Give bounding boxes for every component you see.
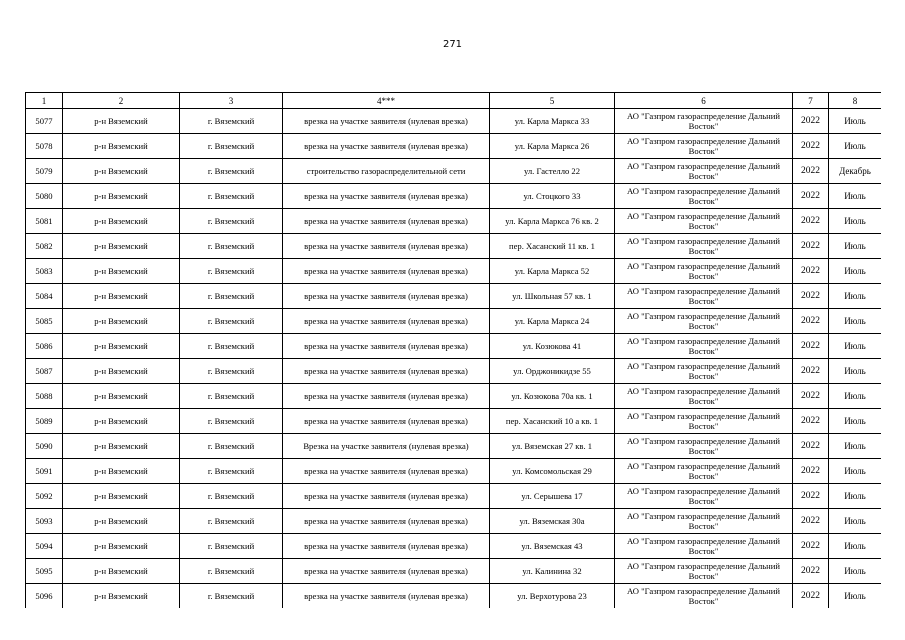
organization-cell: АО "Газпром газораспределение Дальний Восток" — [615, 109, 793, 134]
month-cell: Июль — [829, 209, 882, 234]
table-row — [26, 234, 882, 259]
organization-cell: АО "Газпром газораспределение Дальний Восток" — [615, 159, 793, 184]
organization-cell: АО "Газпром газораспределение Дальний Восток" — [615, 234, 793, 259]
row-number-cell: 5090 — [26, 434, 63, 459]
table-row — [26, 209, 882, 234]
organization-cell: АО "Газпром газораспределение Дальний Восток" — [615, 209, 793, 234]
address-cell: ул. Козюкова 41 — [490, 334, 615, 359]
month-cell: Июль — [829, 484, 882, 509]
year-cell: 2022 — [793, 234, 829, 259]
work-type-cell: врезка на участке заявителя (нулевая врезка) — [283, 459, 490, 484]
city-cell: г. Вяземский — [180, 559, 283, 584]
year-cell: 2022 — [793, 259, 829, 284]
district-cell: р-н Вяземский — [63, 559, 180, 584]
data-table — [25, 92, 881, 608]
organization-cell: АО "Газпром газораспределение Дальний Восток" — [615, 559, 793, 584]
address-cell: ул. Вяземская 30а — [490, 509, 615, 534]
year-cell: 2022 — [793, 209, 829, 234]
city-cell: г. Вяземский — [180, 259, 283, 284]
month-cell: Июль — [829, 359, 882, 384]
header-cell: 1 — [26, 93, 63, 109]
city-cell: г. Вяземский — [180, 409, 283, 434]
table-row — [26, 284, 882, 309]
row-number-cell: 5086 — [26, 334, 63, 359]
work-type-cell: врезка на участке заявителя (нулевая врезка) — [283, 259, 490, 284]
city-cell: г. Вяземский — [180, 159, 283, 184]
row-number-cell: 5085 — [26, 309, 63, 334]
month-cell: Июль — [829, 459, 882, 484]
district-cell: р-н Вяземский — [63, 359, 180, 384]
district-cell: р-н Вяземский — [63, 134, 180, 159]
district-cell: р-н Вяземский — [63, 384, 180, 409]
row-number-cell: 5091 — [26, 459, 63, 484]
district-cell: р-н Вяземский — [63, 534, 180, 559]
address-cell: ул. Карла Маркса 24 — [490, 309, 615, 334]
month-cell: Июль — [829, 284, 882, 309]
table-row — [26, 409, 882, 434]
row-number-cell: 5094 — [26, 534, 63, 559]
header-cell: 3 — [180, 93, 283, 109]
city-cell: г. Вяземский — [180, 209, 283, 234]
header-cell: 7 — [793, 93, 829, 109]
district-cell: р-н Вяземский — [63, 284, 180, 309]
address-cell: ул. Стоцкого 33 — [490, 184, 615, 209]
organization-cell: АО "Газпром газораспределение Дальний Восток" — [615, 334, 793, 359]
month-cell: Июль — [829, 409, 882, 434]
city-cell: г. Вяземский — [180, 534, 283, 559]
table-row — [26, 534, 882, 559]
organization-cell: АО "Газпром газораспределение Дальний Восток" — [615, 484, 793, 509]
year-cell: 2022 — [793, 359, 829, 384]
month-cell: Июль — [829, 434, 882, 459]
address-cell: ул. Козюкова 70а кв. 1 — [490, 384, 615, 409]
header-row — [26, 93, 882, 109]
work-type-cell: Врезка на участке заявителя (нулевая врезка) — [283, 434, 490, 459]
work-type-cell: врезка на участке заявителя (нулевая врезка) — [283, 484, 490, 509]
year-cell: 2022 — [793, 134, 829, 159]
district-cell: р-н Вяземский — [63, 459, 180, 484]
work-type-cell: врезка на участке заявителя (нулевая врезка) — [283, 534, 490, 559]
city-cell: г. Вяземский — [180, 584, 283, 609]
work-type-cell: врезка на участке заявителя (нулевая врезка) — [283, 309, 490, 334]
year-cell: 2022 — [793, 484, 829, 509]
city-cell: г. Вяземский — [180, 284, 283, 309]
district-cell: р-н Вяземский — [63, 334, 180, 359]
month-cell: Июль — [829, 584, 882, 609]
year-cell: 2022 — [793, 409, 829, 434]
district-cell: р-н Вяземский — [63, 434, 180, 459]
month-cell: Июль — [829, 384, 882, 409]
address-cell: пер. Хасанский 11 кв. 1 — [490, 234, 615, 259]
month-cell: Июль — [829, 259, 882, 284]
table-row — [26, 384, 882, 409]
work-type-cell: врезка на участке заявителя (нулевая врезка) — [283, 184, 490, 209]
city-cell: г. Вяземский — [180, 109, 283, 134]
row-number-cell: 5087 — [26, 359, 63, 384]
address-cell: ул. Орджоникидзе 55 — [490, 359, 615, 384]
month-cell: Июль — [829, 309, 882, 334]
month-cell: Июль — [829, 184, 882, 209]
address-cell: ул. Карла Маркса 76 кв. 2 — [490, 209, 615, 234]
table-row — [26, 584, 882, 609]
row-number-cell: 5081 — [26, 209, 63, 234]
address-cell: ул. Вяземская 43 — [490, 534, 615, 559]
table-body — [26, 93, 882, 609]
header-cell: 4*** — [283, 93, 490, 109]
year-cell: 2022 — [793, 384, 829, 409]
row-number-cell: 5077 — [26, 109, 63, 134]
address-cell: ул. Вяземская 27 кв. 1 — [490, 434, 615, 459]
header-cell: 2 — [63, 93, 180, 109]
work-type-cell: строительство газораспределительной сети — [283, 159, 490, 184]
month-cell: Июль — [829, 109, 882, 134]
city-cell: г. Вяземский — [180, 359, 283, 384]
organization-cell: АО "Газпром газораспределение Дальний Восток" — [615, 534, 793, 559]
organization-cell: АО "Газпром газораспределение Дальний Восток" — [615, 184, 793, 209]
address-cell: ул. Верхотурова 23 — [490, 584, 615, 609]
address-cell: ул. Комсомольская 29 — [490, 459, 615, 484]
city-cell: г. Вяземский — [180, 459, 283, 484]
table-row — [26, 484, 882, 509]
year-cell: 2022 — [793, 334, 829, 359]
district-cell: р-н Вяземский — [63, 209, 180, 234]
work-type-cell: врезка на участке заявителя (нулевая врезка) — [283, 359, 490, 384]
organization-cell: АО "Газпром газораспределение Дальний Восток" — [615, 409, 793, 434]
work-type-cell: врезка на участке заявителя (нулевая врезка) — [283, 584, 490, 609]
row-number-cell: 5084 — [26, 284, 63, 309]
table-row — [26, 109, 882, 134]
district-cell: р-н Вяземский — [63, 484, 180, 509]
row-number-cell: 5088 — [26, 384, 63, 409]
address-cell: пер. Хасанский 10 а кв. 1 — [490, 409, 615, 434]
table-row — [26, 359, 882, 384]
month-cell: Июль — [829, 559, 882, 584]
table-row — [26, 559, 882, 584]
city-cell: г. Вяземский — [180, 234, 283, 259]
year-cell: 2022 — [793, 459, 829, 484]
row-number-cell: 5095 — [26, 559, 63, 584]
row-number-cell: 5080 — [26, 184, 63, 209]
work-type-cell: врезка на участке заявителя (нулевая врезка) — [283, 209, 490, 234]
table-row — [26, 184, 882, 209]
organization-cell: АО "Газпром газораспределение Дальний Восток" — [615, 434, 793, 459]
organization-cell: АО "Газпром газораспределение Дальний Восток" — [615, 384, 793, 409]
district-cell: р-н Вяземский — [63, 159, 180, 184]
organization-cell: АО "Газпром газораспределение Дальний Восток" — [615, 309, 793, 334]
month-cell: Июль — [829, 509, 882, 534]
city-cell: г. Вяземский — [180, 434, 283, 459]
work-type-cell: врезка на участке заявителя (нулевая врезка) — [283, 409, 490, 434]
year-cell: 2022 — [793, 109, 829, 134]
header-cell: 6 — [615, 93, 793, 109]
row-number-cell: 5093 — [26, 509, 63, 534]
work-type-cell: врезка на участке заявителя (нулевая врезка) — [283, 134, 490, 159]
row-number-cell: 5092 — [26, 484, 63, 509]
organization-cell: АО "Газпром газораспределение Дальний Восток" — [615, 134, 793, 159]
header-cell: 5 — [490, 93, 615, 109]
year-cell: 2022 — [793, 584, 829, 609]
month-cell: Июль — [829, 334, 882, 359]
year-cell: 2022 — [793, 284, 829, 309]
work-type-cell: врезка на участке заявителя (нулевая врезка) — [283, 234, 490, 259]
year-cell: 2022 — [793, 309, 829, 334]
row-number-cell: 5079 — [26, 159, 63, 184]
city-cell: г. Вяземский — [180, 309, 283, 334]
month-cell: Июль — [829, 134, 882, 159]
row-number-cell: 5096 — [26, 584, 63, 609]
address-cell: ул. Школьная 57 кв. 1 — [490, 284, 615, 309]
address-cell: ул. Калинина 32 — [490, 559, 615, 584]
work-type-cell: врезка на участке заявителя (нулевая врезка) — [283, 284, 490, 309]
table-row — [26, 434, 882, 459]
district-cell: р-н Вяземский — [63, 259, 180, 284]
table-row — [26, 309, 882, 334]
work-type-cell: врезка на участке заявителя (нулевая врезка) — [283, 334, 490, 359]
district-cell: р-н Вяземский — [63, 584, 180, 609]
organization-cell: АО "Газпром газораспределение Дальний Восток" — [615, 359, 793, 384]
district-cell: р-н Вяземский — [63, 309, 180, 334]
work-type-cell: врезка на участке заявителя (нулевая врезка) — [283, 109, 490, 134]
year-cell: 2022 — [793, 509, 829, 534]
month-cell: Июль — [829, 234, 882, 259]
organization-cell: АО "Газпром газораспределение Дальний Восток" — [615, 284, 793, 309]
month-cell: Июль — [829, 534, 882, 559]
year-cell: 2022 — [793, 559, 829, 584]
city-cell: г. Вяземский — [180, 484, 283, 509]
table-row — [26, 334, 882, 359]
address-cell: ул. Гастелло 22 — [490, 159, 615, 184]
organization-cell: АО "Газпром газораспределение Дальний Восток" — [615, 259, 793, 284]
district-cell: р-н Вяземский — [63, 184, 180, 209]
row-number-cell: 5089 — [26, 409, 63, 434]
work-type-cell: врезка на участке заявителя (нулевая врезка) — [283, 509, 490, 534]
month-cell: Декабрь — [829, 159, 882, 184]
organization-cell: АО "Газпром газораспределение Дальний Восток" — [615, 509, 793, 534]
page-number: 271 — [442, 39, 463, 50]
organization-cell: АО "Газпром газораспределение Дальний Восток" — [615, 584, 793, 609]
work-type-cell: врезка на участке заявителя (нулевая врезка) — [283, 559, 490, 584]
row-number-cell: 5083 — [26, 259, 63, 284]
district-cell: р-н Вяземский — [63, 409, 180, 434]
year-cell: 2022 — [793, 159, 829, 184]
table-row — [26, 134, 882, 159]
district-cell: р-н Вяземский — [63, 109, 180, 134]
table-row — [26, 459, 882, 484]
address-cell: ул. Карла Маркса 26 — [490, 134, 615, 159]
table-container — [25, 92, 881, 608]
row-number-cell: 5078 — [26, 134, 63, 159]
district-cell: р-н Вяземский — [63, 234, 180, 259]
header-cell: 8 — [829, 93, 882, 109]
city-cell: г. Вяземский — [180, 334, 283, 359]
city-cell: г. Вяземский — [180, 184, 283, 209]
district-cell: р-н Вяземский — [63, 509, 180, 534]
row-number-cell: 5082 — [26, 234, 63, 259]
city-cell: г. Вяземский — [180, 509, 283, 534]
address-cell: ул. Серышева 17 — [490, 484, 615, 509]
year-cell: 2022 — [793, 534, 829, 559]
organization-cell: АО "Газпром газораспределение Дальний Восток" — [615, 459, 793, 484]
table-row — [26, 509, 882, 534]
work-type-cell: врезка на участке заявителя (нулевая врезка) — [283, 384, 490, 409]
city-cell: г. Вяземский — [180, 134, 283, 159]
table-row — [26, 259, 882, 284]
address-cell: ул. Карла Маркса 33 — [490, 109, 615, 134]
city-cell: г. Вяземский — [180, 384, 283, 409]
address-cell: ул. Карла Маркса 52 — [490, 259, 615, 284]
year-cell: 2022 — [793, 434, 829, 459]
year-cell: 2022 — [793, 184, 829, 209]
table-row — [26, 159, 882, 184]
